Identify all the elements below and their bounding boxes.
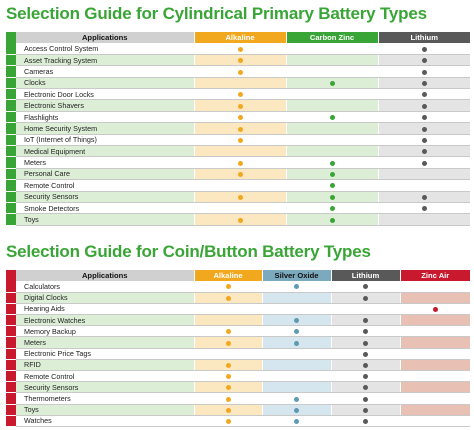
- application-cell: Personal Care: [16, 168, 194, 179]
- cell-lithium: [378, 168, 470, 179]
- compatible-dot-icon: [363, 284, 368, 289]
- cell-alkaline: [194, 202, 286, 213]
- table-row: [6, 359, 470, 370]
- table-row: [6, 111, 470, 122]
- header-marker: [6, 270, 16, 281]
- compatible-dot-icon: [226, 341, 231, 346]
- cell-lithium: [378, 214, 470, 225]
- compatible-dot-icon: [422, 115, 427, 120]
- compatible-dot-icon: [294, 419, 299, 424]
- header-marker: [6, 32, 16, 43]
- table-row: [6, 326, 470, 337]
- table-row: [6, 371, 470, 382]
- row-marker: [6, 134, 16, 145]
- compatible-dot-icon: [238, 104, 243, 109]
- cell-carbon-zinc: [286, 111, 378, 122]
- cell-lithium: [378, 100, 470, 111]
- compatible-dot-icon: [363, 329, 368, 334]
- column-header-applications: Applications: [16, 32, 194, 43]
- cylindrical-battery-table: [6, 32, 470, 226]
- cell-zinc-air: [400, 281, 470, 292]
- cell-alkaline: [194, 382, 262, 393]
- cell-zinc-air: [400, 393, 470, 404]
- table-row: [6, 157, 470, 168]
- compatible-dot-icon: [330, 81, 335, 86]
- cell-alkaline: [194, 43, 286, 54]
- cell-alkaline: [194, 100, 286, 111]
- application-cell: Meters: [16, 337, 194, 348]
- cell-zinc-air: [400, 359, 470, 370]
- cell-zinc-air: [400, 315, 470, 326]
- cell-lithium: [378, 191, 470, 202]
- table-row: [6, 393, 470, 404]
- table-row: [6, 281, 470, 292]
- application-cell: Digital Clocks: [16, 292, 194, 303]
- compatible-dot-icon: [294, 318, 299, 323]
- cell-carbon-zinc: [286, 43, 378, 54]
- cell-zinc-air: [400, 348, 470, 359]
- cell-carbon-zinc: [286, 77, 378, 88]
- guide1-title: Selection Guide for Cylindrical Primary Battery Types: [6, 4, 427, 23]
- cell-silver-oxide: [262, 281, 331, 292]
- cell-alkaline: [194, 359, 262, 370]
- row-marker: [6, 180, 16, 191]
- cell-silver-oxide: [262, 404, 331, 415]
- row-marker: [6, 326, 16, 337]
- compatible-dot-icon: [226, 296, 231, 301]
- cell-alkaline: [194, 77, 286, 88]
- table-row: [6, 66, 470, 77]
- table-row: [6, 382, 470, 393]
- column-header-zinc-air: Zinc Air: [400, 270, 470, 281]
- compatible-dot-icon: [422, 104, 427, 109]
- column-header-silver-oxide: Silver Oxide: [262, 270, 331, 281]
- cell-alkaline: [194, 134, 286, 145]
- cell-zinc-air: [400, 326, 470, 337]
- compatible-dot-icon: [238, 172, 243, 177]
- application-cell: Remote Control: [16, 180, 194, 191]
- table-row: [6, 180, 470, 191]
- row-marker: [6, 214, 16, 225]
- compatible-dot-icon: [238, 138, 243, 143]
- compatible-dot-icon: [238, 195, 243, 200]
- application-cell: Toys: [16, 404, 194, 415]
- cell-carbon-zinc: [286, 191, 378, 202]
- application-cell: Security Sensors: [16, 191, 194, 202]
- row-marker: [6, 303, 16, 314]
- compatible-dot-icon: [422, 47, 427, 52]
- cell-zinc-air: [400, 292, 470, 303]
- row-marker: [6, 66, 16, 77]
- cell-alkaline: [194, 393, 262, 404]
- cell-alkaline: [194, 315, 262, 326]
- cell-lithium: [331, 415, 400, 426]
- guide2-title: Selection Guide for Coin/Button Battery Types: [6, 242, 371, 261]
- row-marker: [6, 371, 16, 382]
- cell-zinc-air: [400, 415, 470, 426]
- compatible-dot-icon: [363, 374, 368, 379]
- compatible-dot-icon: [363, 318, 368, 323]
- compatible-dot-icon: [294, 329, 299, 334]
- cell-silver-oxide: [262, 359, 331, 370]
- compatible-dot-icon: [330, 115, 335, 120]
- compatible-dot-icon: [422, 58, 427, 63]
- application-cell: RFID: [16, 359, 194, 370]
- cell-silver-oxide: [262, 393, 331, 404]
- compatible-dot-icon: [433, 307, 438, 312]
- row-marker: [6, 404, 16, 415]
- cell-lithium: [378, 66, 470, 77]
- cell-alkaline: [194, 111, 286, 122]
- compatible-dot-icon: [238, 58, 243, 63]
- compatible-dot-icon: [363, 341, 368, 346]
- compatible-dot-icon: [422, 92, 427, 97]
- compatible-dot-icon: [294, 397, 299, 402]
- cell-lithium: [331, 337, 400, 348]
- application-cell: Remote Control: [16, 371, 194, 382]
- application-cell: Access Control System: [16, 43, 194, 54]
- compatible-dot-icon: [238, 47, 243, 52]
- cell-alkaline: [194, 66, 286, 77]
- cell-lithium: [378, 180, 470, 191]
- row-marker: [6, 359, 16, 370]
- cell-lithium: [378, 77, 470, 88]
- compatible-dot-icon: [363, 408, 368, 413]
- cell-lithium: [331, 281, 400, 292]
- compatible-dot-icon: [422, 206, 427, 211]
- coin-button-battery-table: [6, 270, 470, 427]
- compatible-dot-icon: [294, 284, 299, 289]
- row-marker: [6, 54, 16, 65]
- table-row: [6, 415, 470, 426]
- cell-lithium: [378, 111, 470, 122]
- row-marker: [6, 337, 16, 348]
- table-row: [6, 303, 470, 314]
- table-row: [6, 214, 470, 225]
- application-cell: Electronic Door Locks: [16, 89, 194, 100]
- table-row: [6, 54, 470, 65]
- cell-zinc-air: [400, 382, 470, 393]
- cell-lithium: [378, 43, 470, 54]
- column-header-carbon-zinc: Carbon Zinc: [286, 32, 378, 43]
- table-row: [6, 168, 470, 179]
- application-cell: Thermometers: [16, 393, 194, 404]
- compatible-dot-icon: [330, 161, 335, 166]
- row-marker: [6, 146, 16, 157]
- compatible-dot-icon: [363, 296, 368, 301]
- cell-carbon-zinc: [286, 202, 378, 213]
- table-row: [6, 191, 470, 202]
- cell-alkaline: [194, 89, 286, 100]
- compatible-dot-icon: [363, 352, 368, 357]
- row-marker: [6, 100, 16, 111]
- compatible-dot-icon: [226, 363, 231, 368]
- cell-carbon-zinc: [286, 134, 378, 145]
- compatible-dot-icon: [330, 183, 335, 188]
- application-cell: Medical Equipment: [16, 146, 194, 157]
- row-marker: [6, 315, 16, 326]
- compatible-dot-icon: [238, 115, 243, 120]
- table-row: [6, 292, 470, 303]
- cell-lithium: [331, 359, 400, 370]
- cell-lithium: [331, 303, 400, 314]
- compatible-dot-icon: [226, 419, 231, 424]
- compatible-dot-icon: [226, 329, 231, 334]
- compatible-dot-icon: [422, 138, 427, 143]
- cell-carbon-zinc: [286, 214, 378, 225]
- table-row: [6, 404, 470, 415]
- compatible-dot-icon: [330, 172, 335, 177]
- cell-carbon-zinc: [286, 168, 378, 179]
- cell-silver-oxide: [262, 337, 331, 348]
- table-row: [6, 123, 470, 134]
- cell-silver-oxide: [262, 303, 331, 314]
- row-marker: [6, 191, 16, 202]
- cell-alkaline: [194, 54, 286, 65]
- row-marker: [6, 123, 16, 134]
- row-marker: [6, 281, 16, 292]
- column-header-alkaline: Alkaline: [194, 32, 286, 43]
- compatible-dot-icon: [238, 161, 243, 166]
- cell-alkaline: [194, 123, 286, 134]
- application-cell: Cameras: [16, 66, 194, 77]
- cell-silver-oxide: [262, 382, 331, 393]
- cell-alkaline: [194, 404, 262, 415]
- application-cell: Meters: [16, 157, 194, 168]
- cell-carbon-zinc: [286, 100, 378, 111]
- compatible-dot-icon: [422, 70, 427, 75]
- row-marker: [6, 89, 16, 100]
- compatible-dot-icon: [330, 206, 335, 211]
- cell-lithium: [331, 382, 400, 393]
- cell-alkaline: [194, 146, 286, 157]
- row-marker: [6, 382, 16, 393]
- application-cell: Clocks: [16, 77, 194, 88]
- cell-zinc-air: [400, 303, 470, 314]
- cell-lithium: [378, 157, 470, 168]
- cell-silver-oxide: [262, 415, 331, 426]
- row-marker: [6, 43, 16, 54]
- compatible-dot-icon: [363, 385, 368, 390]
- table-row: [6, 77, 470, 88]
- cell-silver-oxide: [262, 315, 331, 326]
- compatible-dot-icon: [330, 218, 335, 223]
- column-header-lithium: Lithium: [331, 270, 400, 281]
- compatible-dot-icon: [422, 127, 427, 132]
- table-row: [6, 89, 470, 100]
- application-cell: Hearing Aids: [16, 303, 194, 314]
- cell-carbon-zinc: [286, 54, 378, 65]
- cell-carbon-zinc: [286, 180, 378, 191]
- application-cell: Asset Tracking System: [16, 54, 194, 65]
- cell-alkaline: [194, 281, 262, 292]
- cell-lithium: [378, 89, 470, 100]
- column-header-lithium: Lithium: [378, 32, 470, 43]
- cell-alkaline: [194, 415, 262, 426]
- cell-silver-oxide: [262, 348, 331, 359]
- table-row: [6, 337, 470, 348]
- cell-lithium: [331, 404, 400, 415]
- application-cell: Calculators: [16, 281, 194, 292]
- application-cell: Smoke Detectors: [16, 202, 194, 213]
- row-marker: [6, 157, 16, 168]
- cell-carbon-zinc: [286, 66, 378, 77]
- cell-silver-oxide: [262, 292, 331, 303]
- cell-lithium: [378, 202, 470, 213]
- cell-lithium: [331, 348, 400, 359]
- compatible-dot-icon: [422, 149, 427, 154]
- cell-alkaline: [194, 371, 262, 382]
- compatible-dot-icon: [294, 341, 299, 346]
- row-marker: [6, 292, 16, 303]
- table-row: [6, 146, 470, 157]
- application-cell: Electronic Watches: [16, 315, 194, 326]
- compatible-dot-icon: [422, 81, 427, 86]
- cell-zinc-air: [400, 337, 470, 348]
- table-row: [6, 43, 470, 54]
- compatible-dot-icon: [238, 218, 243, 223]
- row-marker: [6, 202, 16, 213]
- compatible-dot-icon: [226, 408, 231, 413]
- compatible-dot-icon: [238, 70, 243, 75]
- cell-alkaline: [194, 180, 286, 191]
- column-header-alkaline: Alkaline: [194, 270, 262, 281]
- row-marker: [6, 393, 16, 404]
- compatible-dot-icon: [238, 92, 243, 97]
- cell-lithium: [378, 123, 470, 134]
- cell-zinc-air: [400, 371, 470, 382]
- application-cell: Memory Backup: [16, 326, 194, 337]
- table-row: [6, 100, 470, 111]
- application-cell: Flashlights: [16, 111, 194, 122]
- cell-zinc-air: [400, 404, 470, 415]
- row-marker: [6, 77, 16, 88]
- cell-alkaline: [194, 326, 262, 337]
- cell-lithium: [378, 54, 470, 65]
- table-row: [6, 348, 470, 359]
- column-header-applications: Applications: [16, 270, 194, 281]
- cell-alkaline: [194, 191, 286, 202]
- cell-carbon-zinc: [286, 146, 378, 157]
- row-marker: [6, 168, 16, 179]
- cell-alkaline: [194, 214, 286, 225]
- cell-lithium: [331, 393, 400, 404]
- cell-carbon-zinc: [286, 123, 378, 134]
- cell-lithium: [331, 371, 400, 382]
- application-cell: IoT (Internet of Things): [16, 134, 194, 145]
- table-row: [6, 315, 470, 326]
- cell-alkaline: [194, 348, 262, 359]
- cell-lithium: [378, 146, 470, 157]
- table-row: [6, 202, 470, 213]
- compatible-dot-icon: [422, 195, 427, 200]
- cell-lithium: [331, 326, 400, 337]
- compatible-dot-icon: [226, 397, 231, 402]
- cell-alkaline: [194, 337, 262, 348]
- cell-alkaline: [194, 292, 262, 303]
- compatible-dot-icon: [363, 397, 368, 402]
- cell-lithium: [331, 292, 400, 303]
- compatible-dot-icon: [422, 161, 427, 166]
- cell-silver-oxide: [262, 371, 331, 382]
- cell-carbon-zinc: [286, 157, 378, 168]
- row-marker: [6, 415, 16, 426]
- application-cell: Security Sensors: [16, 382, 194, 393]
- compatible-dot-icon: [226, 284, 231, 289]
- compatible-dot-icon: [226, 385, 231, 390]
- cell-carbon-zinc: [286, 89, 378, 100]
- application-cell: Home Security System: [16, 123, 194, 134]
- compatible-dot-icon: [226, 374, 231, 379]
- row-marker: [6, 348, 16, 359]
- compatible-dot-icon: [294, 408, 299, 413]
- row-marker: [6, 111, 16, 122]
- compatible-dot-icon: [363, 363, 368, 368]
- cell-lithium: [378, 134, 470, 145]
- compatible-dot-icon: [363, 419, 368, 424]
- compatible-dot-icon: [330, 195, 335, 200]
- cell-alkaline: [194, 168, 286, 179]
- table-row: [6, 134, 470, 145]
- cell-alkaline: [194, 303, 262, 314]
- application-cell: Electronic Price Tags: [16, 348, 194, 359]
- cell-silver-oxide: [262, 326, 331, 337]
- application-cell: Toys: [16, 214, 194, 225]
- compatible-dot-icon: [238, 127, 243, 132]
- cell-alkaline: [194, 157, 286, 168]
- application-cell: Electronic Shavers: [16, 100, 194, 111]
- application-cell: Watches: [16, 415, 194, 426]
- cell-lithium: [331, 315, 400, 326]
